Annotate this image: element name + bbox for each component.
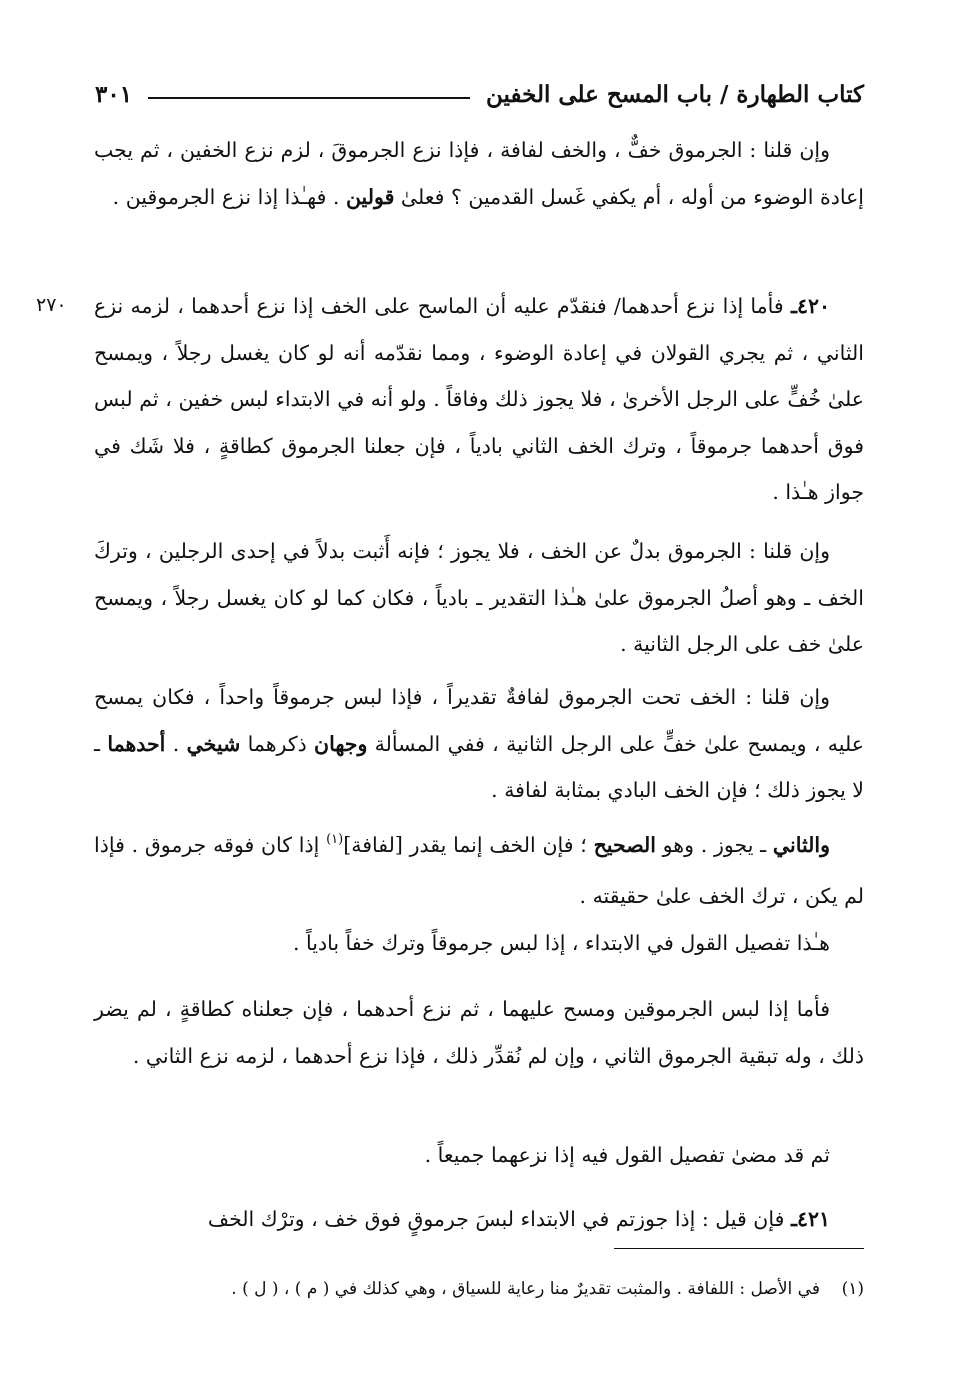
text-run: ـ لا يجوز ذلك ؛ فإن الخف البادي بمثابة لفافة . <box>94 731 864 802</box>
text-run: فأما إذا لبس الجرموقين ومسح عليهما ، ثم نزع أحدهما ، فإن جعلناه كطاقةٍ ، لم يضر ذلك ، وله تبقية الجرموق الثاني ، وإن لم نُقدِّر ذلك ، فإذا نزع أحدهما ، لزمه نزع الثاني . <box>94 997 864 1068</box>
bold-term: ٤٢١ـ <box>790 1207 830 1231</box>
bold-term: أحدهما <box>107 731 166 756</box>
footnote-text: في الأصل : اللفافة . والمثبت تقديرٌ منا رعاية للسياق ، وهي كذلك في ( م ) ، ( ل ) . <box>231 1279 820 1299</box>
text-run: هـٰذا تفصيل القول في الابتداء ، إذا لبس جرموقاً وترك خفاً بادياً . <box>292 931 830 955</box>
bold-term: ٤٢٠ـ <box>790 294 830 318</box>
paragraph-text <box>94 528 864 668</box>
footnote-ref: (١) <box>326 832 344 847</box>
header-title: كتاب الطهارة / باب المسح على الخفين <box>486 80 864 108</box>
paragraph-text <box>94 920 864 967</box>
paragraph-text <box>94 986 864 1079</box>
paragraph-7 <box>94 986 864 1079</box>
text-run: ـ يجوز . وهو <box>655 833 773 857</box>
bold-term: قولين <box>345 184 395 209</box>
text-run: إذا كان فوقه جرموق . فإذا لم يكن ، ترك الخف علىٰ حقيقته . <box>94 833 864 908</box>
text-run: . <box>165 731 187 756</box>
text-run: فأما إذا نزع أحدهما/ فنقدّم عليه أن الماسح على الخف إذا نزع أحدهما ، لزمه نزع الثاني ، ثم يجري القولان في إعادة الوضوء ، ومما نقدّمه أنه لو كان يغسل رجلاً ، ويمسح علىٰ خُفٍّ على الرجل الأخرىٰ ، فلا يجوز ذلك وفاقاً . ولو أنه في الابتداء لبس خفين ، ثم لبس فوق أحدهما جرموقاً ، وترك الخف الثاني بادياً ، فإن جعلنا الجرموق كطاقةٍ ، فلا شَك في جواز هـٰذا . <box>94 294 864 504</box>
running-header <box>95 72 864 116</box>
text-run: ؛ فإن الخف إنما يقدر [لفافة] <box>343 833 594 857</box>
paragraph-8 <box>94 1132 864 1179</box>
text-run: فإن قيل : إذا جوزتم في الابتداء لبسَ جرموقٍ فوق خف ، وترْك الخف <box>207 1207 791 1231</box>
paragraph-text <box>94 1132 864 1179</box>
text-run: . فهـٰذا إذا نزع الجرموقين . <box>112 184 346 209</box>
header-rule <box>148 97 470 99</box>
footnote-number: (١) <box>841 1279 864 1299</box>
paragraph-text <box>94 283 864 516</box>
bold-term: والثاني <box>772 833 830 857</box>
text-run: ثم قد مضىٰ تفصيل القول فيه إذا نزعهما جميعاً . <box>424 1143 830 1167</box>
paragraph-text <box>94 822 864 919</box>
text-run: ذكرهما <box>240 731 315 756</box>
footnote <box>84 1274 864 1304</box>
paragraph-9 <box>94 1196 864 1243</box>
paragraph-text <box>94 127 864 220</box>
bold-term: الصحيح <box>593 833 656 857</box>
paragraph-text <box>94 1196 864 1243</box>
paragraph-text <box>94 674 864 814</box>
text-run: وإن قلنا : الجرموق بدلٌ عن الخف ، فلا يجوز ؛ فإنه أَثبت بدلاً في إحدى الرجلين ، وتركَ الخف ـ وهو أصلُ الجرموق علىٰ هـٰذا التقدير ـ بادياً ، فكان كما لو كان يغسل رجلاً ، ويمسح علىٰ خف على الرجل الثانية . <box>94 539 864 656</box>
paragraph-5 <box>94 822 864 919</box>
footnote-rule <box>614 1248 864 1249</box>
paragraph-4 <box>94 674 864 814</box>
paragraph-3 <box>94 528 864 668</box>
margin-note: ٢٧٠ <box>36 294 67 316</box>
paragraph-1 <box>94 127 864 220</box>
page-number: ٣٠١ <box>95 80 133 108</box>
bold-term: شيخي <box>186 731 241 756</box>
paragraph-6 <box>94 920 864 967</box>
text-run: وإن قلنا : الجرموق خفٌّ ، والخف لفافة ، فإذا نزع الجرموقَ ، لزم نزع الخفين ، ثم يجب إعادة الوضوء من أوله ، أم يكفي غَسل القدمين ؟ فعلىٰ <box>94 138 864 209</box>
paragraph-2 <box>94 283 864 516</box>
text-run: وإن قلنا : الخف تحت الجرموق لفافةٌ تقديراً ، فإذا لبس جرموقاً واحداً ، فكان يمسح عليه ، ويمسح علىٰ خفٍّ على الرجل الثانية ، ففي المسألة <box>94 685 865 756</box>
bold-term: وجهان <box>314 731 368 756</box>
